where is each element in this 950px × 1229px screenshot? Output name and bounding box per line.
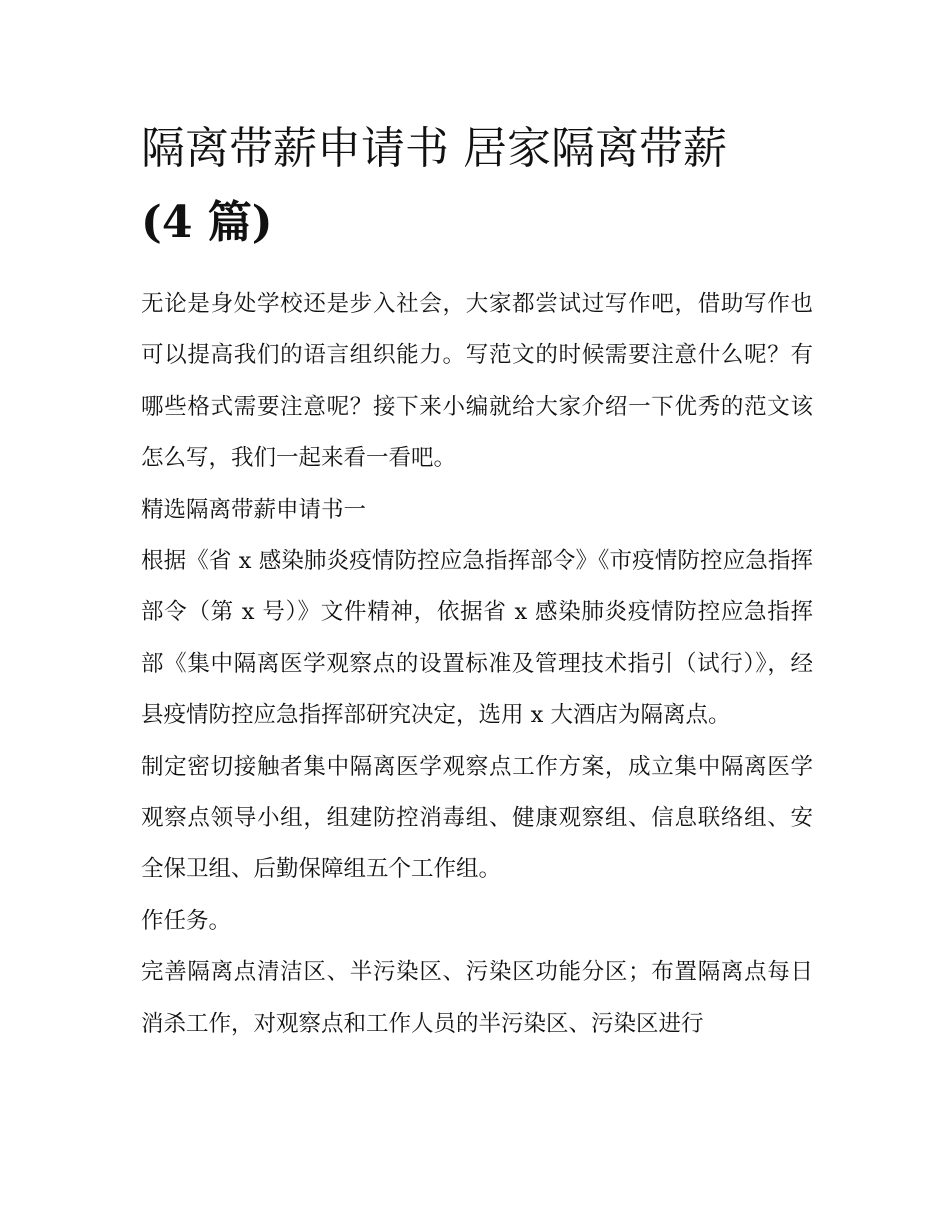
- document-content: [141, 112, 813, 1050]
- paragraph-zoning: 完善隔离点清洁区、半污染区、污染区功能分区；布置隔离点每日消杀工作，对观察点和工作人员的半污染区、污染区进行: [141, 959, 813, 1037]
- section-heading: 精选隔离带薪申请书一: [141, 496, 367, 523]
- paragraph-intro: 无论是身处学校还是步入社会，大家都尝试过写作吧，借助写作也可以提高我们的语言组织能力。写范文的时候需要注意什么呢？有哪些格式需要注意呢？接下来小编就给大家介绍一下优秀的范文该怎么写，我们一起来看一看吧。: [141, 291, 813, 472]
- paragraph-tasks: 作任务。: [141, 907, 232, 934]
- paragraph-basis: 根据《省 x 感染肺炎疫情防控应急指挥部令》《市疫情防控应急指挥部令（第 x 号）》文件精神，依据省 x 感染肺炎疫情防控应急指挥部《集中隔离医学观察点的设置标准及管理技术指引（试行）》，经县疫情防控应急指挥部研究决定，选用 x 大酒店为隔离点。: [141, 548, 813, 729]
- document-title: [141, 112, 813, 260]
- title-line-1: 隔离带薪申请书 居家隔离带薪: [141, 123, 727, 174]
- document-body: [141, 279, 813, 1050]
- title-line-2: (4 篇): [141, 197, 273, 248]
- paragraph-plan: 制定密切接触者集中隔离医学观察点工作方案，成立集中隔离医学观察点领导小组，组建防控消毒组、健康观察组、信息联络组、安全保卫组、后勤保障组五个工作组。: [141, 753, 813, 883]
